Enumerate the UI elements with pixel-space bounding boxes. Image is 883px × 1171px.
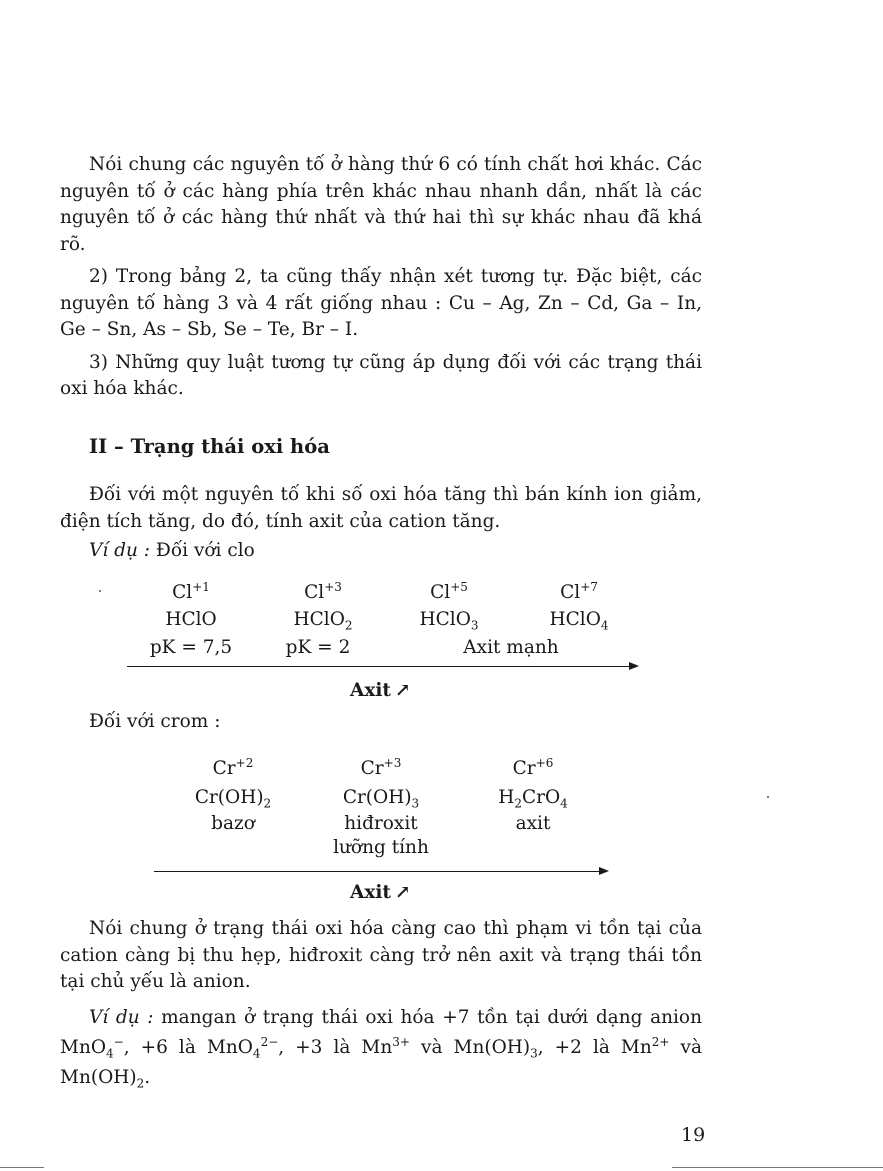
intro-block	[60, 482, 702, 535]
acid-trend-arrow-line	[127, 666, 630, 667]
increase-arrow-icon: ↗	[394, 680, 411, 701]
cr-compound-2: $Cr(OH)_3$	[342, 787, 420, 811]
section-heading: II – Trạng thái oxi hóa	[89, 435, 330, 458]
example1-text: Đối với clo	[155, 540, 255, 561]
cr-acid-trend-arrow-line	[154, 871, 600, 872]
intro-paragraph: Đối với một nguyên tố khi số oxi hóa tăng thì bán kính ion giảm, điện tích tăng, do đó, tính axit của cation tăng.	[60, 484, 702, 532]
cr-ion-1: $Cr^{+2}$	[212, 755, 254, 779]
pk-value-1: pK = 7,5	[149, 637, 233, 658]
cr-ion-2: $Cr^{+3}$	[360, 755, 402, 779]
cr-compound-3: $H_2CrO_4$	[498, 787, 568, 811]
footer-rule-right	[672, 1167, 883, 1168]
cl-ion-4: $Cl^{+7}$	[560, 579, 598, 603]
para4-block	[60, 916, 702, 996]
scan-speck	[99, 590, 101, 592]
cr-ion-3: $Cr^{+6}$	[512, 755, 554, 779]
example-label: Ví dụ :	[89, 1007, 154, 1028]
cl-acid-2: HClO$_2$	[293, 609, 353, 633]
cl-ion-2: $Cl^{+3}$	[304, 579, 342, 603]
chromium-intro: Đối với crom :	[89, 711, 221, 732]
cl-acid-4: HClO$_4$	[549, 609, 609, 633]
page-number: 19	[681, 1124, 706, 1146]
cr-compound-1: $Cr(OH)_2$	[194, 787, 272, 811]
example-label: Ví dụ :	[89, 540, 151, 561]
acid-trend-arrow-head	[629, 662, 639, 670]
cl-acid-3: HClO$_3$	[419, 609, 479, 633]
cl-acid-1: HClO	[165, 609, 217, 630]
cr-label-hydroxide: hiđroxit	[344, 813, 418, 834]
acid-axis-label-2: Axit ↗	[350, 882, 411, 903]
cl-ion-1: $Cl^{+1}$	[172, 579, 210, 603]
cr-label-base: bazơ	[211, 813, 255, 834]
example1-line	[89, 540, 255, 561]
cr-acid-trend-arrow-head	[599, 867, 609, 875]
cr-label-amphoteric: lưỡng tính	[333, 837, 429, 858]
paragraph-3: 3) Những quy luật tương tự cũng áp dụng đối với các trạng thái oxi hóa khác.	[60, 351, 702, 399]
acid-axis-label-1: Axit ↗	[350, 680, 411, 701]
paragraph-block	[60, 152, 702, 403]
increase-arrow-icon: ↗	[394, 882, 411, 903]
paragraph-2: 2) Trong bảng 2, ta cũng thấy nhận xét tương tự. Đặc biệt, các nguyên tố hàng 3 và 4 rất giống nhau : Cu – Ag, Zn – Cd, Ga – In, Ge – Sn, As – Sb, Se – Te, Br – I.	[60, 266, 702, 340]
pk-value-2: pK = 2	[285, 637, 351, 658]
cr-label-acid: axit	[515, 813, 551, 834]
scan-speck	[767, 796, 769, 798]
cl-ion-3: $Cl^{+5}$	[430, 579, 468, 603]
paragraph-1: Nói chung các nguyên tố ở hàng thứ 6 có tính chất hơi khác. Các nguyên tố ở các hàng phía trên khác nhau nhanh dần, nhất là các nguyên tố ở các hàng thứ nhất và thứ hai thì sự khác nhau đã khá rõ.	[60, 154, 702, 255]
paragraph-4: Nói chung ở trạng thái oxi hóa càng cao thì phạm vi tồn tại của cation càng bị thu hẹp, hiđroxit càng trở nên axit và trạng thái tồn tại chủ yếu là anion.	[60, 918, 702, 992]
manganese-example: Ví dụ : mangan ở trạng thái oxi hóa +7 tồn tại dưới dạng anion MnO$_4$−, +6 là MnO$_4^{2-}$, +3 là $Mn^{3+}$ và $Mn(OH)_3$, +2 là $Mn^{2+}$ và $Mn(OH)_2$.	[60, 1007, 702, 1091]
strong-acid-label: Axit mạnh	[463, 637, 559, 658]
footer-rule-left	[0, 1167, 44, 1168]
